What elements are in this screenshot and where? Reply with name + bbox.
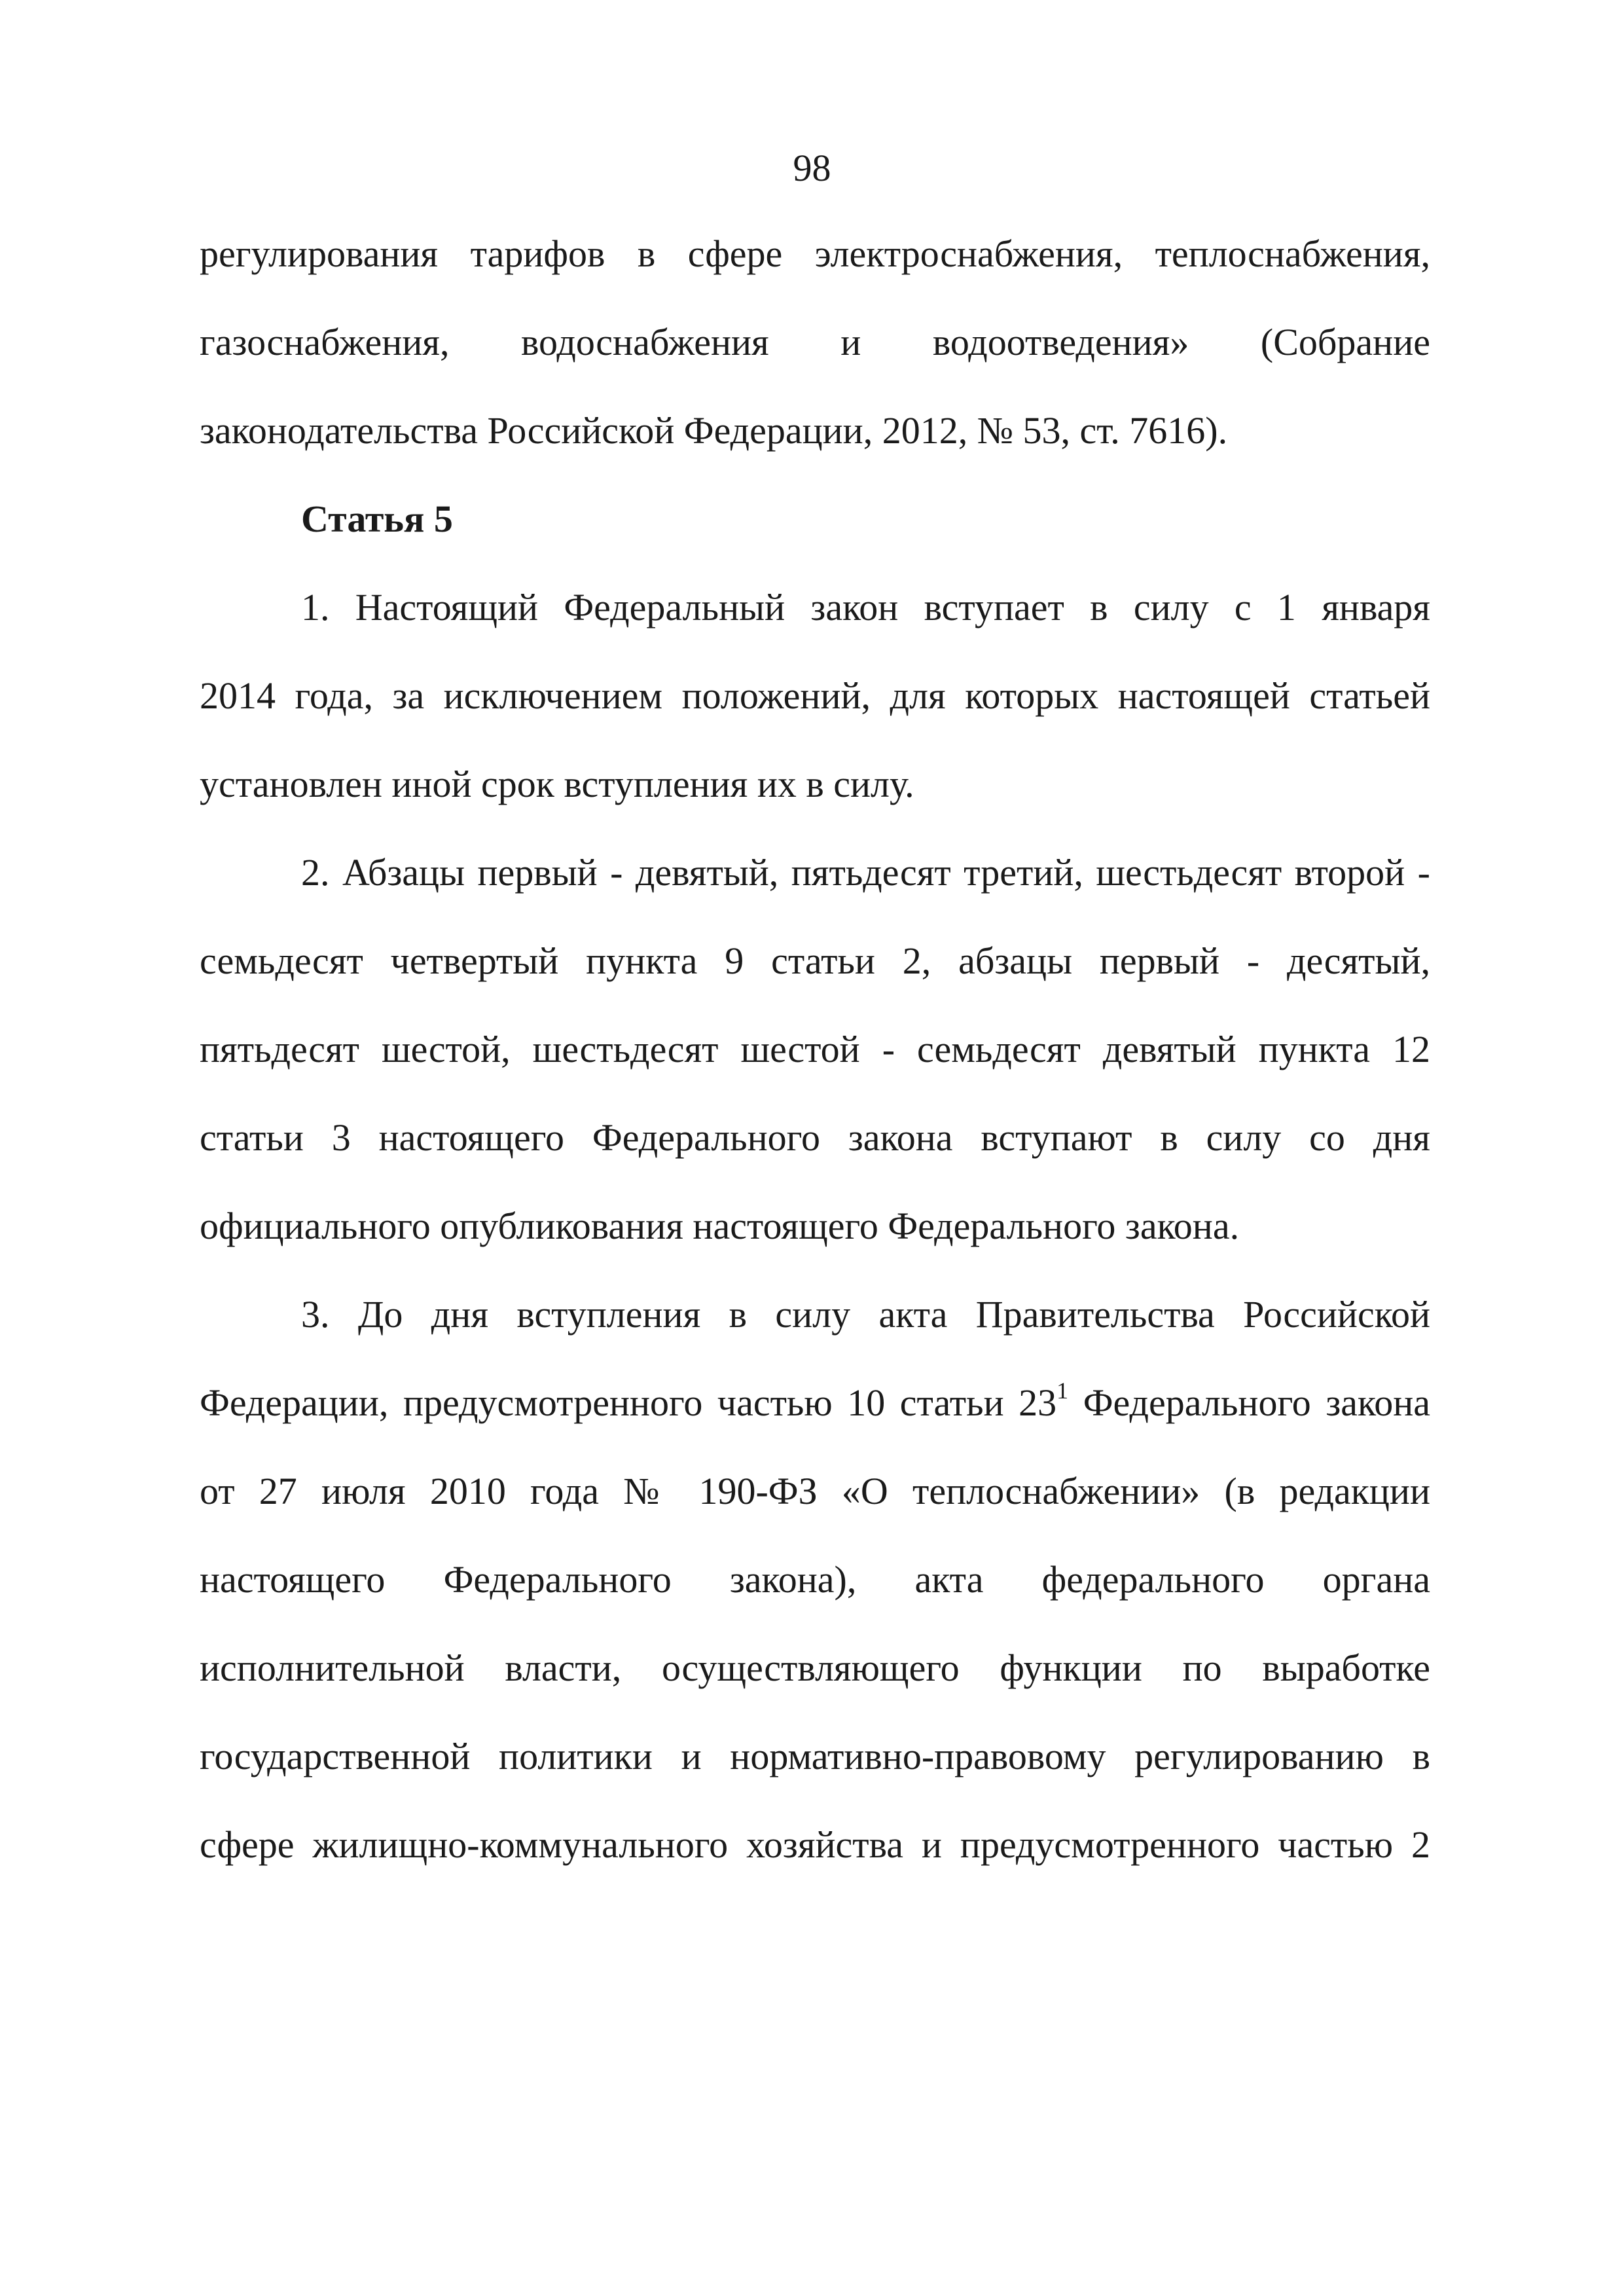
intro-paragraph bbox=[200, 210, 1430, 475]
paragraph-line: сфере жилищно-коммунального хозяйства и предусмотренного частью 2 bbox=[200, 1823, 1430, 1866]
paragraph-2 bbox=[200, 828, 1430, 1270]
page-number: 98 bbox=[793, 147, 831, 189]
paragraph-line: статьи 3 настоящего Федерального закона вступают в силу со дня bbox=[200, 1116, 1430, 1159]
intro-line: законодательства Российской Федерации, 2012, № 53, ст. 7616). bbox=[200, 409, 1228, 452]
paragraph-line: настоящего Федерального закона), акта федерального органа bbox=[200, 1558, 1430, 1601]
intro-line: газоснабжения, водоснабжения и водоотведения» (Собрание bbox=[200, 321, 1430, 363]
paragraph-line-part: Федерации, предусмотренного частью 10 статьи 23 bbox=[200, 1381, 1057, 1424]
paragraph-line: государственной политики и нормативно-правовому регулированию в bbox=[200, 1735, 1430, 1777]
superscript: 1 bbox=[1056, 1377, 1069, 1404]
paragraph-line: установлен иной срок вступления их в силу. bbox=[200, 763, 914, 805]
paragraph-line-part: Федерального закона bbox=[1068, 1381, 1430, 1424]
paragraph-line: от 27 июля 2010 года № 190-ФЗ «О теплоснабжении» (в редакции bbox=[200, 1470, 1430, 1512]
article-heading-block bbox=[200, 475, 1430, 563]
paragraph-line bbox=[200, 1358, 1430, 1447]
paragraph-1 bbox=[200, 563, 1430, 828]
paragraph-line: пятьдесят шестой, шестьдесят шестой - семьдесят девятый пункта 12 bbox=[200, 1028, 1430, 1070]
paragraph-line: 1. Настоящий Федеральный закон вступает в силу с 1 января bbox=[301, 586, 1430, 629]
paragraph-line: официального опубликования настоящего Федерального закона. bbox=[200, 1205, 1240, 1247]
paragraph-line: исполнительной власти, осуществляющего функции по выработке bbox=[200, 1647, 1430, 1689]
paragraph-line: 2. Абзацы первый - девятый, пятьдесят третий, шестьдесят второй - bbox=[301, 851, 1430, 894]
paragraph-line: семьдесят четвертый пункта 9 статьи 2, абзацы первый - десятый, bbox=[200, 939, 1430, 982]
paragraph-line: 3. До дня вступления в силу акта Правительства Российской bbox=[301, 1293, 1430, 1336]
paragraph-3 bbox=[200, 1270, 1430, 1889]
paragraph-line: 2014 года, за исключением положений, для которых настоящей статьей bbox=[200, 674, 1430, 717]
intro-line: регулирования тарифов в сфере электроснабжения, теплоснабжения, bbox=[200, 232, 1430, 275]
article-heading: Статья 5 bbox=[301, 498, 453, 540]
